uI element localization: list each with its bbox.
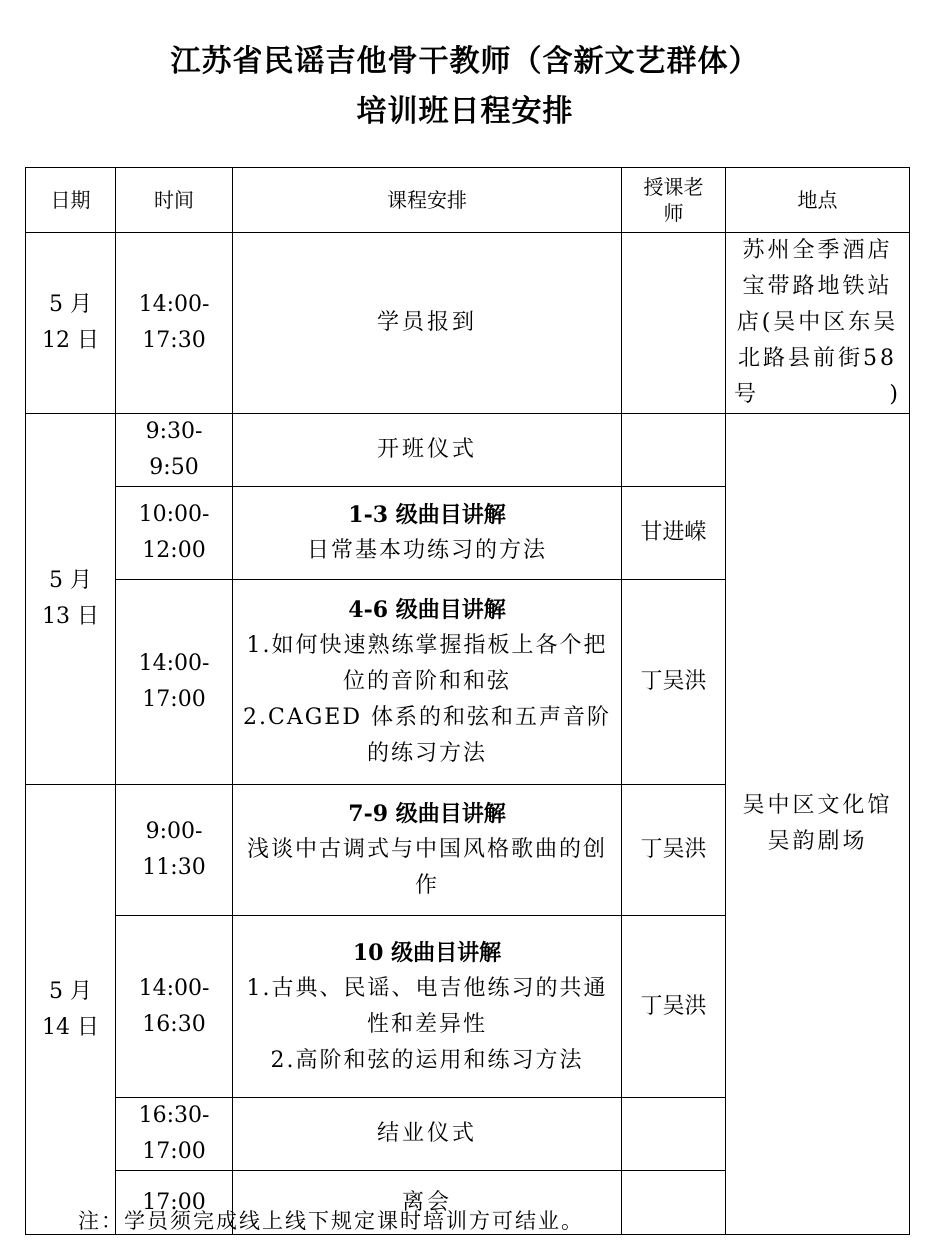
document-title-line1: 江苏省民谣吉他骨干教师（含新文艺群体） [170, 44, 760, 79]
course-cell: 7-9 级曲目讲解 浅谈中古调式与中国风格歌曲的创作 [233, 785, 622, 916]
course-cell: 开班仪式 [233, 414, 622, 487]
table-row [26, 233, 910, 414]
teacher-cell [622, 233, 726, 414]
course-cell: 4-6 级曲目讲解 1.如何快速熟练掌握指板上各个把位的音阶和和弦 2.CAGED 体系的和弦和五声音阶的练习方法 [233, 580, 622, 785]
course-title: 4-6 级曲目讲解 [348, 597, 506, 623]
teacher-cell [622, 414, 726, 487]
venue-line1: 吴中区文化馆 [742, 793, 893, 818]
header-teacher-line1: 授课老 [643, 175, 704, 199]
time-cell: 9:00- 11:30 [116, 785, 233, 916]
table-row [26, 414, 910, 487]
time-cell: 16:30- 17:00 [116, 1098, 233, 1171]
header-course: 课程安排 [233, 168, 622, 233]
course-cell: 结业仪式 [233, 1098, 622, 1171]
course-title: 1-3 级曲目讲解 [348, 502, 506, 528]
teacher-cell: 甘进嵘 [622, 487, 726, 580]
venue-cell [726, 414, 910, 1235]
time-cell: 10:00- 12:00 [116, 487, 233, 580]
footnote: 注：学员须完成线上线下规定课时培训方可结业。 [78, 1209, 584, 1233]
header-teacher-line2: 师 [663, 201, 684, 225]
course-title: 10 级曲目讲解 [352, 939, 502, 966]
course-cell: 离会 [233, 1171, 622, 1235]
schedule-table [25, 167, 910, 1235]
teacher-cell: 丁吴洪 [622, 785, 726, 916]
teacher-cell: 丁吴洪 [622, 916, 726, 1098]
course-cell: 学员报到 [233, 233, 622, 414]
header-date: 日期 [26, 168, 116, 233]
table-header-row [26, 168, 910, 233]
course-title: 7-9 级曲目讲解 [348, 801, 506, 827]
course-cell: 10 级曲目讲解 1.古典、民谣、电吉他练习的共通性和差异性 2.高阶和弦的运用和练习方法 [233, 916, 622, 1098]
time-cell: 14:00- 17:00 [116, 580, 233, 785]
date-cell: 5 月 14 日 [26, 785, 116, 1235]
header-time: 时间 [116, 168, 233, 233]
date-cell: 5 月 12 日 [26, 233, 116, 414]
time-cell: 14:00- 17:30 [116, 233, 233, 414]
teacher-cell [622, 1171, 726, 1235]
time-cell: 9:30- 9:50 [116, 414, 233, 487]
header-location: 地点 [726, 168, 910, 233]
location-cell: 苏州全季酒店宝带路地铁站店(吴中区东吴北路县前街58号) [726, 233, 910, 414]
document-title-line2: 培训班日程安排 [356, 94, 574, 129]
venue-line2: 吴韵剧场 [767, 829, 868, 854]
date-cell: 5 月 13 日 [26, 414, 116, 785]
course-cell: 1-3 级曲目讲解 日常基本功练习的方法 [233, 487, 622, 580]
time-cell: 14:00- 16:30 [116, 916, 233, 1098]
header-teacher [622, 168, 726, 233]
time-cell: 17:00 [116, 1171, 233, 1235]
teacher-cell: 丁吴洪 [622, 580, 726, 785]
teacher-cell [622, 1098, 726, 1171]
